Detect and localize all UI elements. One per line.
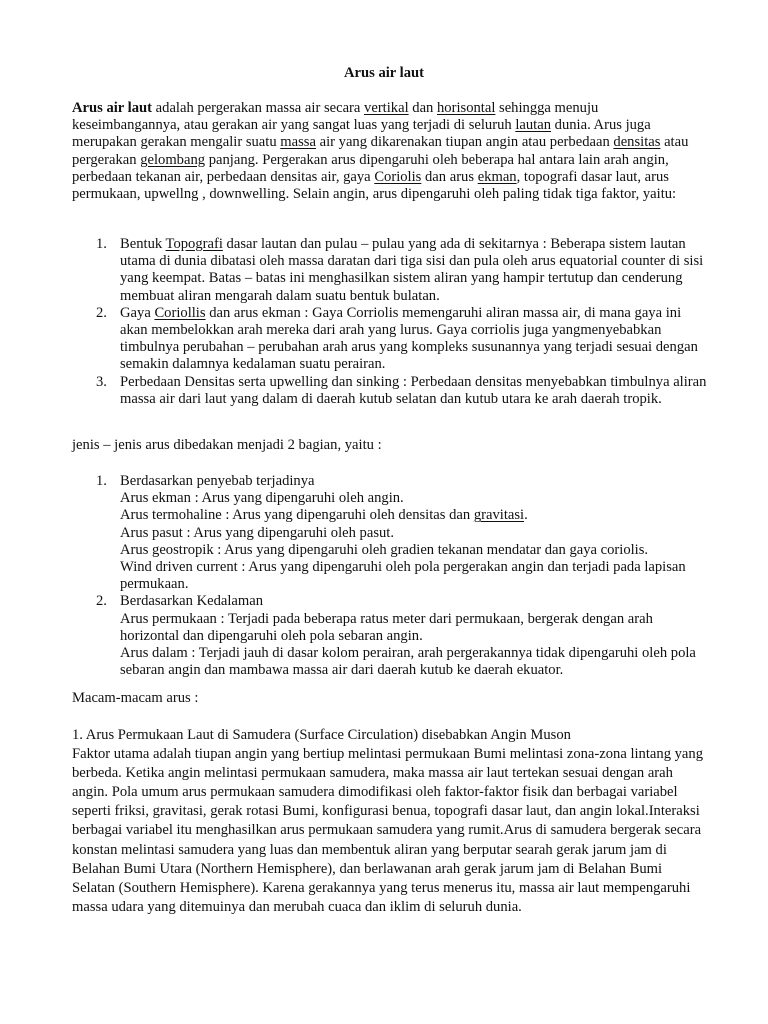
link-coriollis[interactable]: Coriollis: [154, 304, 206, 321]
section-surface-circulation: [72, 726, 708, 917]
macam-heading: Macam-macam arus :: [72, 690, 199, 706]
list-heading: Berdasarkan penyebab terjadinya: [120, 473, 315, 489]
list-line: Wind driven current : Arus yang dipengaruhi oleh pola pergerakan angin dan terjadi pada lapisan permukaan.: [120, 559, 686, 593]
link-ekman[interactable]: ekman: [477, 168, 517, 185]
intro-term: Arus air laut: [72, 100, 153, 116]
list-item: 1. Berdasarkan penyebab terjadinya Arus ekman : Arus yang dipengaruhi oleh angin. Arus termohaline : Arus yang dipengaruhi oleh densitas dan gravitasi. Arus pasut : Arus yang dipengaruhi oleh pasut. Arus geostropik : Arus yang dipengaruhi oleh gradien tekanan mendatar dan gaya coriolis. Wind driven current : Arus yang dipengaruhi oleh pola pergerakan angin dan terjadi pada lapisan permukaan.: [72, 473, 708, 593]
link-massa[interactable]: massa: [280, 134, 316, 151]
list-line: Arus permukaan : Terjadi pada beberapa ratus meter dari permukaan, bergerak dengan arah horizontal dan dipengaruhi oleh pola sebaran angin.: [120, 610, 653, 644]
link-horisontal[interactable]: horisontal: [437, 100, 496, 116]
link-densitas[interactable]: densitas: [613, 134, 661, 151]
section-body: Faktor utama adalah tiupan angin yang bertiup melintasi permukaan Bumi melintasi zona-zona lintang yang berbeda. Ketika angin melintasi permukaan samudera, maka massa air laut tertekan sesuai dengan arah angin. Pola umum arus permukaan samudera dimodifikasi oleh faktor-faktor fisik dan berbagai variabel seperti friksi, gravitasi, gerak rotasi Bumi, konfigurasi benua, topografi dasar laut, dan angin lokal.Interaksi berbagai variabel itu menghasilkan arus permukaan samudera yang rumit.Arus di samudera bergerak secara konstan melintasi samudera yang luas dan membentuk aliran yang berputar searah gerak jarum jam di Belahan Bumi Utara (Northern Hemisphere), dan berlawanan arah gerak jarum jam di Belahan Bumi Selatan (Southern Hemisphere). Karena gerakannya yang terus menerus itu, massa air laut mempengaruhi massa udara yang ditemuinya dan merubah cuaca dan iklim di seluruh dunia.: [72, 746, 704, 915]
link-gelombang[interactable]: gelombang: [140, 151, 206, 168]
list-line: Arus ekman : Arus yang dipengaruhi oleh angin.: [120, 490, 404, 507]
link-vertikal[interactable]: vertikal: [364, 100, 409, 116]
types-intro: jenis – jenis arus dibedakan menjadi 2 bagian, yaitu :: [72, 437, 382, 453]
intro-paragraph: Arus air laut adalah pergerakan massa air secara vertikal dan horisontal sehingga menuju keseimbangannya, atau gerakan air yang sangat luas yang terjadi di seluruh lautan dunia. Arus juga merupakan gerakan mengalir suatu massa air yang dikarenakan tiupan angin atau perbedaan densitas atau pergerakan gelombang panjang. Pergerakan arus dipengaruhi oleh beberapa hal antara lain arah angin, perbedaan tekanan air, perbedaan densitas air, gaya Coriolis dan arus ekman, topografi dasar laut, arus permukaan, upwellng , downwelling. Selain angin, arus dipengaruhi oleh paling tidak tiga faktor, yaitu:: [72, 100, 689, 203]
list-line: Arus dalam : Terjadi jauh di dasar kolom perairan, arah pergerakannya tidak dipengaruhi oleh pola sebaran angin dan mambawa massa air dari daerah kutub ke daerah ekuator.: [120, 645, 696, 679]
link-topografi[interactable]: Topografi: [165, 236, 223, 252]
section-heading: 1. Arus Permukaan Laut di Samudera (Surface Circulation) disebabkan Angin Muson: [72, 727, 571, 743]
list-item: 1. Bentuk Topografi dasar lautan dan pulau – pulau yang ada di sekitarnya : Beberapa sistem lautan utama di dunia dibatasi oleh massa daratan dari tiga sisi dan pula oleh arus equatorial counter di sisi yang keempat. Batas – batas ini menghasilkan sistem aliran yang hampir tertutup dan cenderung membuat aliran mengarah dalam suatu bentuk bulatan.: [96, 236, 704, 304]
link-coriolis[interactable]: Coriolis: [374, 168, 422, 185]
list-item: 3. Perbedaan Densitas serta upwelling dan sinking : Perbedaan densitas menyebabkan timbulnya aliran massa air dari laut yang dalam di daerah kutub selatan dan kutub utara ke arah daerah tropik.: [96, 373, 707, 407]
list-heading: Berdasarkan Kedalaman: [120, 593, 264, 610]
link-lautan[interactable]: lautan: [515, 117, 551, 134]
list-line: Arus geostropik : Arus yang dipengaruhi oleh gradien tekanan mendatar dan gaya coriolis.: [120, 541, 649, 558]
list-line: Arus pasut : Arus yang dipengaruhi oleh pasut.: [120, 524, 394, 541]
list-item: 2. Berdasarkan Kedalaman Arus permukaan : Terjadi pada beberapa ratus meter dari permukaan, bergerak dengan arah horizontal dan dipengaruhi oleh pola sebaran angin. Arus dalam : Terjadi jauh di dasar kolom perairan, arah pergerakannya tidak dipengaruhi oleh pola sebaran angin dan mambawa massa air dari daerah kutub ke daerah ekuator.: [72, 593, 708, 679]
list-item: 2. Gaya Coriollis dan arus ekman : Gaya Corriolis memengaruhi aliran massa air, di mana gaya ini akan membelokkan arah mereka dari arah yang lurus. Gaya corriolis juga yangmenyebabkan timbulnya perubahan – perubahan arah arus yang kompleks susunannya yang terjadi sesuai dengan semakin dalamnya kedalaman suatu perairan.: [96, 304, 698, 373]
document-title: Arus air laut: [343, 65, 424, 81]
factors-list: [72, 236, 708, 408]
list-line: Arus termohaline : Arus yang dipengaruhi oleh densitas dan gravitasi.: [120, 507, 528, 524]
types-list: [72, 473, 708, 679]
link-gravitasi[interactable]: gravitasi: [473, 507, 525, 524]
